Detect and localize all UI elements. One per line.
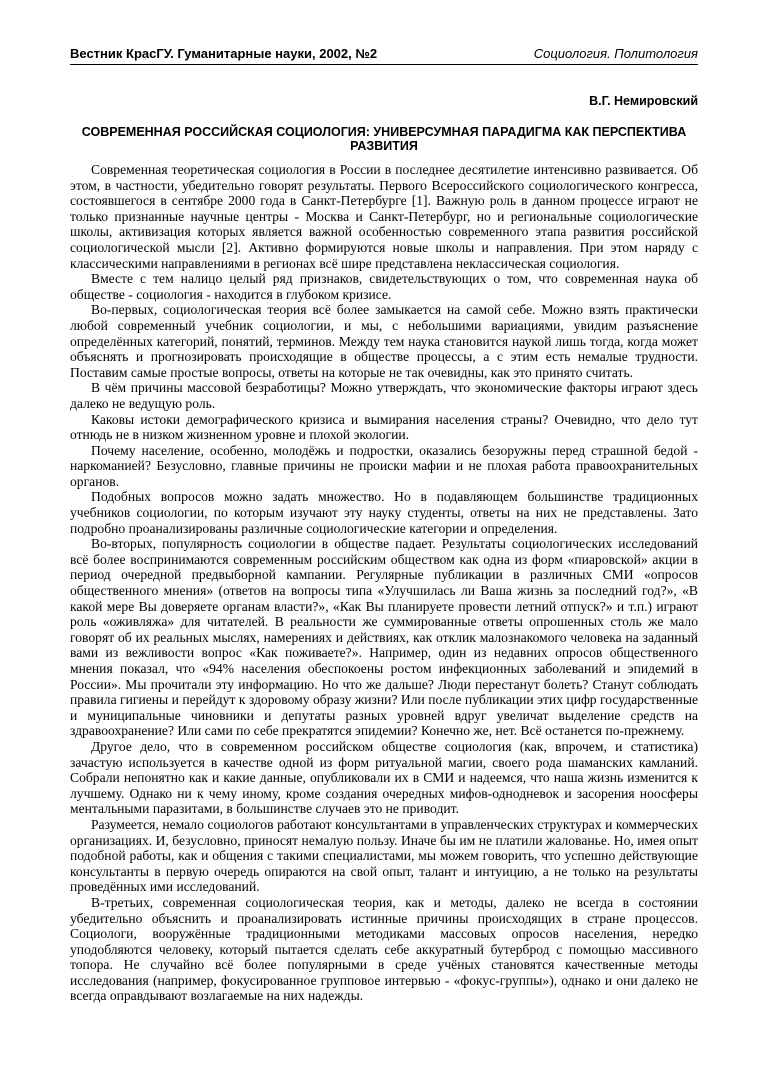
article-body <box>70 162 698 1004</box>
paragraph: В-третьих, современная социологическая теория, как и методы, далеко не всегда в состоянии убедительно объяснить и проанализировать истинные причины происходящих в стране процессов. Социологи, вооружённые традиционными методиками массовых опросов населения, нередко уподобляются человеку, который пытается сделать себе аккуратный бутерброд с помощью массивного топора. Не случайно всё более популярными в среде учёных становятся качественные методы исследования (например, фокусированное групповое интервью - «фокус-группы»), однако и они далеко не всегда оправдывают возлагаемые на них надежды. <box>70 894 698 1004</box>
journal-title: Вестник КрасГУ. Гуманитарные науки, 2002, №2 <box>70 46 378 61</box>
paragraph: Вместе с тем налицо целый ряд признаков, свидетельствующих о том, что современная наука об обществе - социология - находится в глубоком кризисе. <box>70 271 698 302</box>
paragraph: Почему население, особенно, молодёжь и подростки, оказались безоружны перед страшной бедой - наркоманией? Безусловно, главные причины не происки мафии и не плохая работа правоохранительных органов. <box>70 442 698 489</box>
paragraph: Разумеется, немало социологов работают консультантами в управленческих структурах и коммерческих организациях. И, безусловно, приносят немалую пользу. Иначе бы им не платили жалованье. Но, имея опыт подобной работы, как и общения с такими специалистами, мы можем говорить, что успешно действующие консультанты в первую очередь опираются на свой опыт, талант и интуицию, а не только на результаты проведённых ими исследований. <box>70 816 698 895</box>
header-divider <box>70 64 698 65</box>
paragraph: Каковы истоки демографического кризиса и вымирания населения страны? Очевидно, что дело тут отнюдь не в низком жизненном уровне и плохой экологии. <box>70 411 698 443</box>
section-title: Социология. Политология <box>533 46 698 61</box>
paragraph: Современная теоретическая социология в России в последнее десятилетие интенсивно развивается. Об этом, в частности, убедительно говорят результаты. Первого Всероссийского социологического конгресса, состоявшегося в сентябре 2000 года в Санкт-Петербурге [1]. Важную роль в данном процессе играют не только признанные научные центры - Москва и Санкт-Петербург, но и региональные социологические школы, активизация которых является важной особенностью современного этапа развития российской социологической мысли [2]. Активно формируются новые школы и направления. При этом наряду с классическими направлениями в регионах всё шире представлена неклассическая социология. <box>70 162 698 271</box>
paragraph: Другое дело, что в современном российском обществе социология (как, впрочем, и статистика) зачастую используется в качестве одной из форм ритуальной магии, своего рода шаманских камланий. Собрали непонятно как и какие данные, опубликовали их в СМИ и надеемся, что наша жизнь изменится к лучшему. Однако ни к чему иному, кроме создания очередных мифов-однодневок и засорения ноосферы ментальными паразитами, в большинстве случаев это не приводит. <box>70 738 698 817</box>
paragraph: Во-вторых, популярность социологии в обществе падает. Результаты социологических исследований всё более воспринимаются современным российским обществом как одна из форм «пиаровской» акции в период очередной предвыборной кампании. Регулярные публикации в различных СМИ «опросов общественного мнения» (ответов на вопросы типа «Улучшилась ли Ваша жизнь за последний год?», «В какой мере Вы доверяете органам власти?», «Как Вы планируете провести летний отпуск?» и т.п.) играют роль «оживляжа» для читателей. В реальности же суммированные ответы опрошенных столь же мало говорят об их реальных мыслях, намерениях и действиях, как отклик малознакомого человека на заданный вами из вежливости вопрос «Как поживаете?». Например, один из недавних опросов общественного мнения показал, что «94% населения обеспокоены ростом инфекционных заболеваний и эпидемий в России». Мы прочитали эту информацию. Но что же дальше? Люди перестанут болеть? Станут соблюдать правила гигиены и перейдут к здоровому образу жизни? Или после публикации этих цифр государственные и муниципальные чиновники и депутаты разных уровней вдруг увеличат выделение средств на здравоохранение? Или сами по себе прекратятся эпидемии? Конечно же, нет. Всё останется по-прежнему. <box>70 536 698 739</box>
paragraph: Во-первых, социологическая теория всё более замыкается на самой себе. Можно взять практически любой современный учебник социологии, и мы, с небольшими вариациями, увидим разъяснение определённых категорий, понятий, терминов. Между тем наука становится наукой лишь тогда, когда может объяснять и прогнозировать происходящие в обществе процессы, а с этим есть немалые трудности. Поставим самые простые вопросы, ответы на которые не так очевидны, как это принято считать. <box>70 302 698 380</box>
author-name: В.Г. Немировский <box>589 94 698 108</box>
running-header <box>70 44 698 64</box>
paragraph: Подобных вопросов можно задать множество. Но в подавляющем большинстве традиционных учебников социологии, по которым изучают эту науку студенты, ответы на них не представлены. Зато подробно проанализированы различные социологические категории и определения. <box>70 489 698 536</box>
article-title: СОВРЕМЕННАЯ РОССИЙСКАЯ СОЦИОЛОГИЯ: УНИВЕРСУМНАЯ ПАРАДИГМА КАК ПЕРСПЕКТИВА РАЗВИТИЯ <box>81 125 687 153</box>
paragraph: В чём причины массовой безработицы? Можно утверждать, что экономические факторы играют здесь далеко не ведущую роль. <box>70 380 698 411</box>
